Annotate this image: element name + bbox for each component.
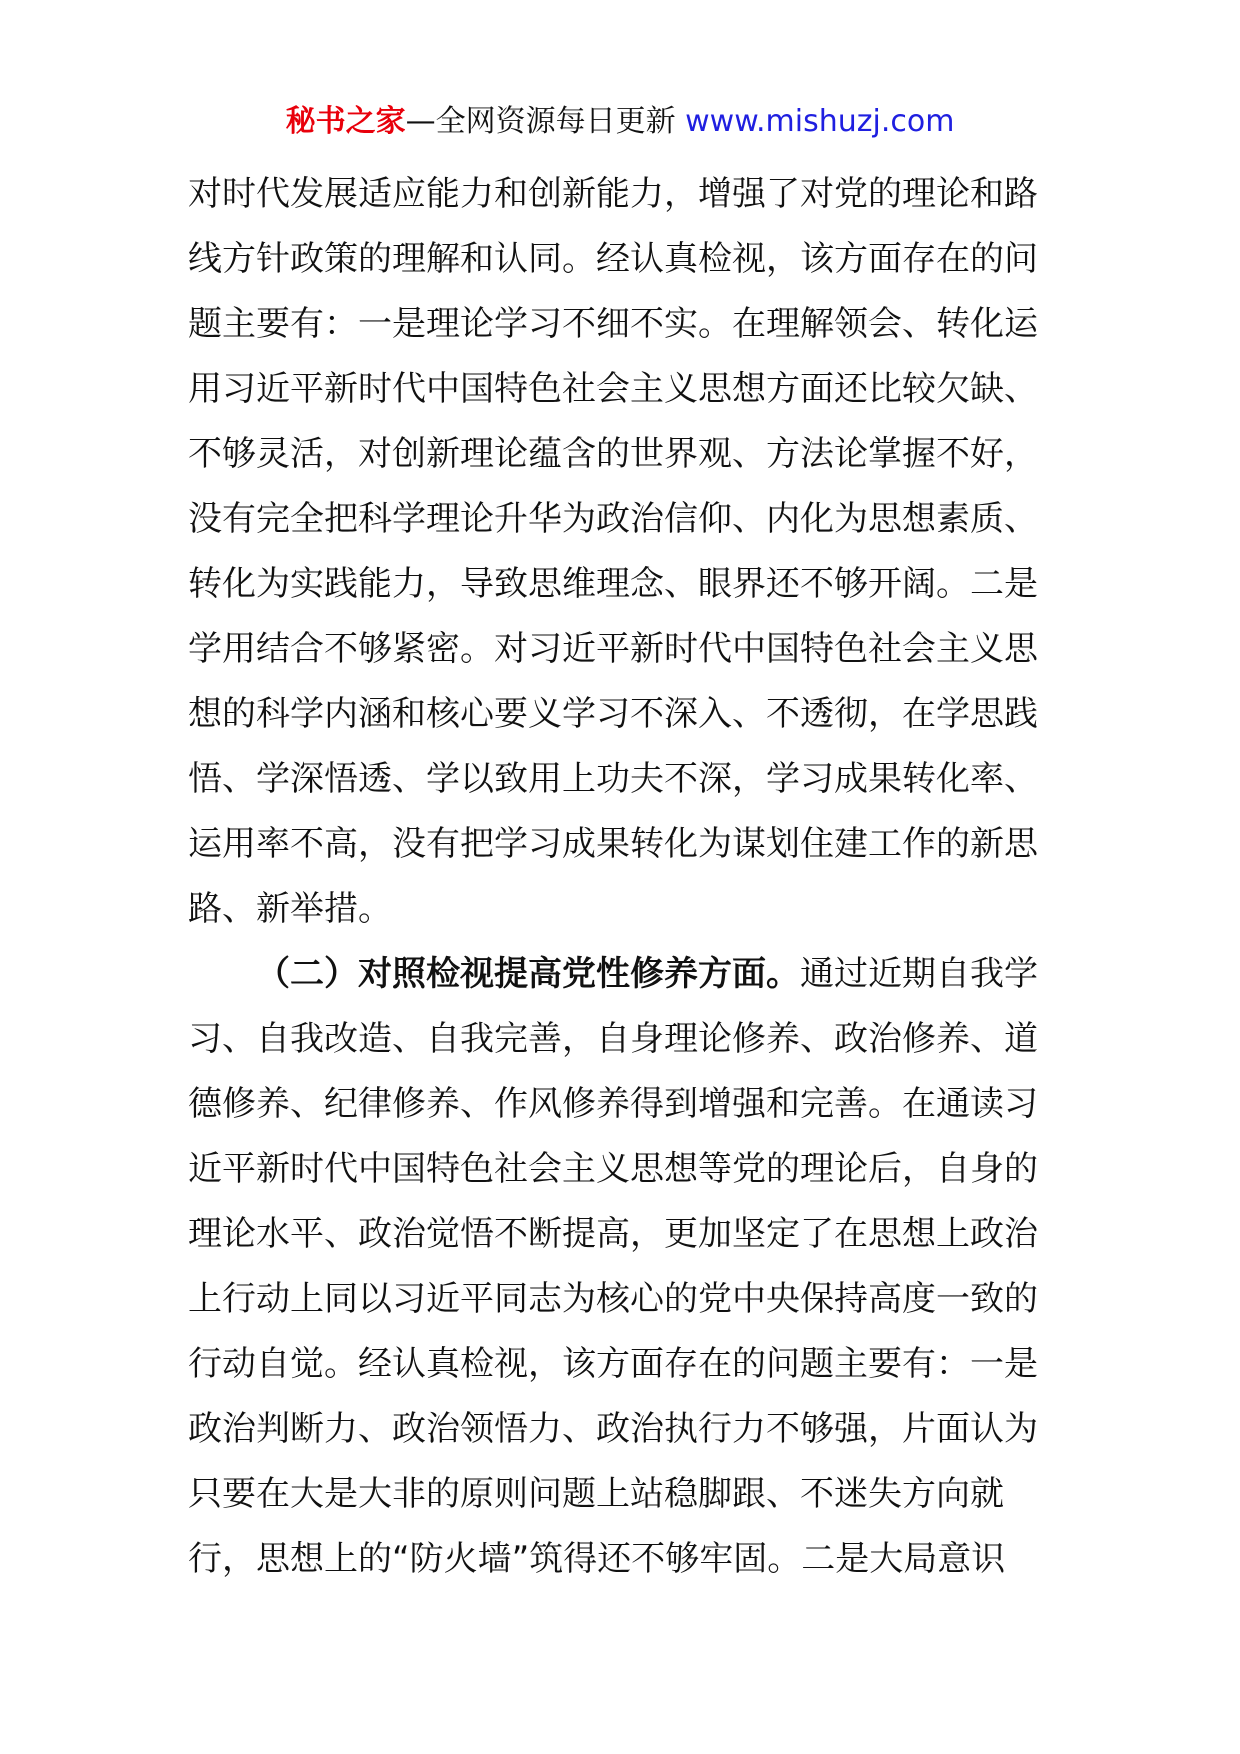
text-line: 想的科学内涵和核心要义学习不深入、不透彻，在学思践 [188, 694, 1038, 734]
text-line: 学用结合不够紧密。对习近平新时代中国特色社会主义思 [188, 629, 1038, 669]
text-line: 用习近平新时代中国特色社会主义思想方面还比较欠缺、 [188, 369, 1038, 409]
text-line: 题主要有：一是理论学习不细不实。在理解领会、转化运 [188, 304, 1038, 344]
text-line: 运用率不高，没有把学习成果转化为谋划住建工作的新思 [188, 824, 1038, 864]
text-line: 习、自我改造、自我完善，自身理论修养、政治修养、道 [188, 1019, 1038, 1059]
text-line: 上行动上同以习近平同志为核心的党中央保持高度一致的 [188, 1279, 1038, 1319]
text-line: 政治判断力、政治领悟力、政治执行力不够强，片面认为 [188, 1409, 1038, 1449]
text-line: 线方针政策的理解和认同。经认真检视，该方面存在的问 [188, 239, 1038, 279]
section-2-lead-text: 通过近期自我学 [800, 954, 1038, 994]
site-tagline: —全网资源每日更新 [405, 104, 676, 139]
text-line: 行，思想上的“防火墙”筑得还不够牢固。二是大局意识 [188, 1539, 1006, 1579]
text-line: 路、新举措。 [188, 889, 392, 929]
text-line: 转化为实践能力，导致思维理念、眼界还不够开阔。二是 [188, 564, 1038, 604]
text-line: 理论水平、政治觉悟不断提高，更加坚定了在思想上政治 [188, 1214, 1038, 1254]
section-2-first-line [188, 942, 1058, 1007]
text-line: 不够灵活，对创新理论蕴含的世界观、方法论掌握不好， [188, 434, 1038, 474]
text-line: 只要在大是大非的原则问题上站稳脚跟、不迷失方向就 [188, 1474, 1004, 1514]
site-url-link[interactable]: www.mishuzj.com [685, 104, 955, 139]
document-body [188, 162, 1058, 1592]
text-line: 没有完全把科学理论升华为政治信仰、内化为思想素质、 [188, 499, 1038, 539]
text-line: 德修养、纪律修养、作风修养得到增强和完善。在通读习 [188, 1084, 1038, 1124]
text-line: 悟、学深悟透、学以致用上功夫不深，学习成果转化率、 [188, 759, 1038, 799]
site-header [0, 102, 1240, 142]
site-name: 秘书之家 [285, 104, 406, 139]
section-2-heading: （二）对照检视提高党性修养方面。 [256, 954, 800, 994]
text-line: 行动自觉。经认真检视，该方面存在的问题主要有：一是 [188, 1344, 1038, 1384]
text-line: 对时代发展适应能力和创新能力，增强了对党的理论和路 [188, 174, 1038, 214]
text-line: 近平新时代中国特色社会主义思想等党的理论后，自身的 [188, 1149, 1038, 1189]
